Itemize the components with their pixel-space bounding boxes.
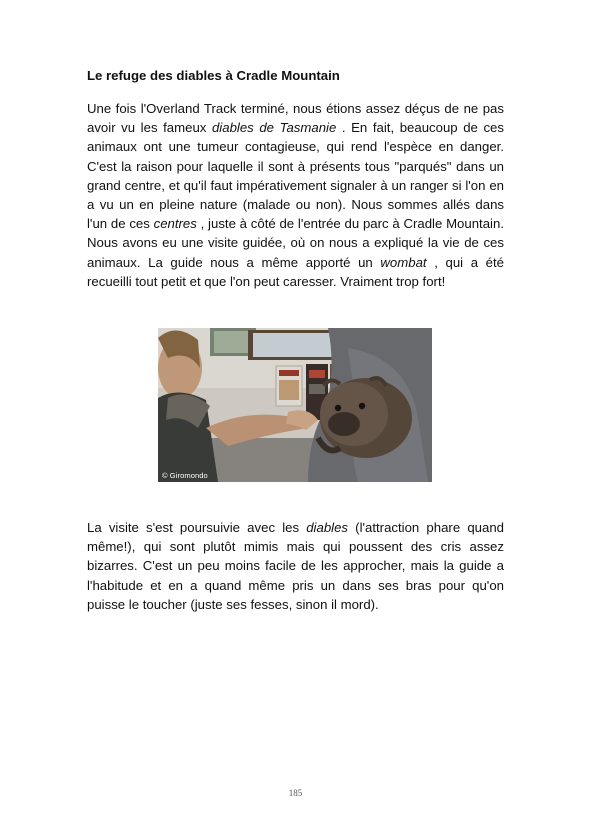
paragraph-intro — [87, 99, 504, 291]
page-number: 185 — [288, 788, 303, 798]
paragraph-text: La visite s'est poursuivie avec les — [87, 520, 307, 535]
paragraph-text: , qui a été recueilli tout petit et que l'on peut caresser. Vraiment trop fort! — [87, 254, 504, 289]
wombat-photo — [158, 328, 432, 482]
emphasis-text: centres — [153, 216, 197, 232]
paragraph-text: Une fois l'Overland Track terminé, nous étions assez déçus de ne pas avoir vu les fameux — [87, 101, 504, 136]
paragraph-visit — [87, 518, 504, 614]
emphasis-text: wombat — [380, 254, 427, 270]
wombat-photo-illustration — [158, 328, 432, 482]
section-title: Le refuge des diables à Cradle Mountain — [87, 68, 340, 83]
paragraph-text: , juste à côté de l'entrée du parc à Cradle Mountain. Nous avons eu une visite guidée, où on nous a expliqué la vie de ces animaux. La guide nous a même apporté un — [87, 216, 504, 270]
emphasis-text: diables — [306, 520, 349, 535]
paragraph-text: . En fait, beaucoup de ces animaux ont une tumeur contagieuse, qui rend l'espèce en danger. C'est la raison pour laquelle il sont à présents tous "parqués" dans un grand centre, et qu'il faut impérativement signaler à un ranger si l'on en a vu un en pleine nature (malade ou non). Nous sommes allés dans l'un de ces — [87, 120, 504, 232]
emphasis-text: diables de Tasmanie — [211, 120, 337, 136]
paragraph-text: (l'attraction phare quand même!), qui sont plutôt mimis mais qui poussent des cris assez bizarres. C'est un peu moins facile de les approcher, mais la guide a l'habitude et en a quand même pris un dans ses bras pour qu'on puisse le toucher (juste ses fesses, sinon il mord). — [87, 520, 504, 612]
photo-credit: © Giromondo — [162, 471, 208, 480]
